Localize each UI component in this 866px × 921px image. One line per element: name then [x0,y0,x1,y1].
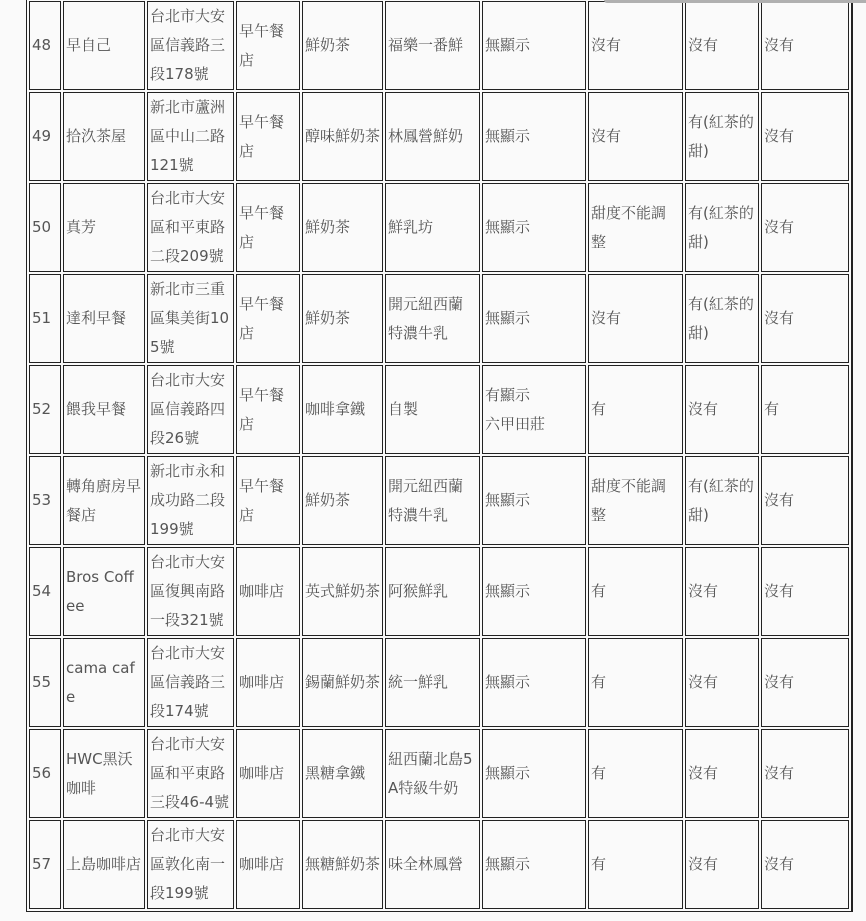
cell-shop-name: 早自己 [63,1,145,90]
cell-sweetness-adjust: 有 [588,547,683,636]
cell-shop-type: 早午餐店 [236,183,300,272]
cell-milk-brand: 林鳳營鮮奶 [385,92,480,181]
cell-shop-name: HWC黑沃咖啡 [63,729,145,818]
cell-milk-brand: 統一鮮乳 [385,638,480,727]
cell-milk-brand: 阿猴鮮乳 [385,547,480,636]
cell-shop-type: 咖啡店 [236,820,300,909]
cell-address: 台北市大安區和平東路三段46-4號 [147,729,234,818]
cell-shop-type: 咖啡店 [236,729,300,818]
table-row [29,92,849,181]
cell-sweetness-adjust: 沒有 [588,274,683,363]
cell-sugar: 沒有 [685,1,759,90]
cell-drink: 錫蘭鮮奶茶 [302,638,383,727]
cell-shop-name: Bros Coffee [63,547,145,636]
cell-sugar: 沒有 [685,638,759,727]
cell-shop-name: cama cafe [63,638,145,727]
cell-milk-brand: 開元紐西蘭特濃牛乳 [385,456,480,545]
table-row [29,456,849,545]
cell-sweetness-adjust: 有 [588,729,683,818]
cell-address: 台北市大安區和平東路二段209號 [147,183,234,272]
cell-other: 沒有 [761,1,849,90]
cell-address: 新北市永和成功路二段199號 [147,456,234,545]
cell-drink: 鮮奶茶 [302,1,383,90]
cell-number: 53 [29,456,61,545]
cell-other: 沒有 [761,274,849,363]
cell-drink: 無糖鮮奶茶 [302,820,383,909]
cell-address: 台北市大安區信義路三段174號 [147,638,234,727]
cell-sugar: 有(紅茶的甜) [685,274,759,363]
cell-shop-type: 早午餐店 [236,365,300,454]
cell-other: 沒有 [761,92,849,181]
cell-label-display: 無顯示 [482,183,586,272]
cell-shop-type: 早午餐店 [236,274,300,363]
cell-number: 55 [29,638,61,727]
cell-milk-brand: 味全林鳳營 [385,820,480,909]
cell-drink: 鮮奶茶 [302,456,383,545]
table-row [29,729,849,818]
cell-milk-brand: 鮮乳坊 [385,183,480,272]
cell-other: 有 [761,365,849,454]
cell-address: 台北市大安區敦化南一段199號 [147,820,234,909]
cell-number: 49 [29,92,61,181]
cell-number: 48 [29,1,61,90]
cell-other: 沒有 [761,729,849,818]
cell-sugar: 有(紅茶的甜) [685,456,759,545]
cell-other: 沒有 [761,183,849,272]
cell-label-display: 無顯示 [482,547,586,636]
cell-sweetness-adjust: 甜度不能調整 [588,183,683,272]
cell-shop-name: 餵我早餐 [63,365,145,454]
cell-shop-name: 達利早餐 [63,274,145,363]
cell-number: 57 [29,820,61,909]
cell-sugar: 沒有 [685,820,759,909]
cell-shop-type: 咖啡店 [236,638,300,727]
cell-label-display: 無顯示 [482,729,586,818]
cell-shop-type: 咖啡店 [236,547,300,636]
cell-sweetness-adjust: 有 [588,638,683,727]
cell-drink: 黑糖拿鐵 [302,729,383,818]
cell-other: 沒有 [761,547,849,636]
cell-sweetness-adjust: 有 [588,820,683,909]
cell-sweetness-adjust: 有 [588,365,683,454]
cell-shop-type: 早午餐店 [236,92,300,181]
cell-sugar: 有(紅茶的甜) [685,183,759,272]
cell-milk-brand: 開元紐西蘭特濃牛乳 [385,274,480,363]
table-row [29,365,849,454]
cell-sweetness-adjust: 沒有 [588,1,683,90]
cell-address: 台北市大安區信義路三段178號 [147,1,234,90]
cell-number: 50 [29,183,61,272]
cell-shop-type: 早午餐店 [236,456,300,545]
cell-address: 新北市三重區集美街105號 [147,274,234,363]
cell-address: 新北市蘆洲區中山二路121號 [147,92,234,181]
cell-shop-name: 上島咖啡店 [63,820,145,909]
horizontal-scrollbar[interactable] [604,0,866,3]
cell-other: 沒有 [761,456,849,545]
cell-drink: 鮮奶茶 [302,274,383,363]
cell-drink: 鮮奶茶 [302,183,383,272]
table-row [29,638,849,727]
cell-drink: 英式鮮奶茶 [302,547,383,636]
cell-sugar: 沒有 [685,365,759,454]
cell-number: 52 [29,365,61,454]
table-row [29,1,849,90]
milk-tea-table-container [26,0,853,912]
cell-other: 沒有 [761,638,849,727]
milk-tea-survey-table [26,0,853,912]
cell-sugar: 有(紅茶的甜) [685,92,759,181]
cell-milk-brand: 福樂一番鮮 [385,1,480,90]
cell-shop-name: 轉角廚房早餐店 [63,456,145,545]
table-row [29,274,849,363]
cell-label-display: 無顯示 [482,638,586,727]
table-row [29,183,849,272]
table-row [29,547,849,636]
cell-address: 台北市大安區復興南路一段321號 [147,547,234,636]
cell-shop-type: 早午餐店 [236,1,300,90]
cell-number: 54 [29,547,61,636]
cell-label-display: 無顯示 [482,456,586,545]
cell-number: 51 [29,274,61,363]
cell-sweetness-adjust: 甜度不能調整 [588,456,683,545]
cell-drink: 咖啡拿鐵 [302,365,383,454]
cell-milk-brand: 紐西蘭北島5A特級牛奶 [385,729,480,818]
cell-drink: 醇味鮮奶茶 [302,92,383,181]
cell-milk-brand: 自製 [385,365,480,454]
cell-sugar: 沒有 [685,547,759,636]
cell-label-display: 無顯示 [482,820,586,909]
cell-other: 沒有 [761,820,849,909]
cell-label-display: 無顯示 [482,92,586,181]
cell-sweetness-adjust: 沒有 [588,92,683,181]
cell-shop-name: 真芳 [63,183,145,272]
cell-shop-name: 拾汣茶屋 [63,92,145,181]
cell-label-display: 無顯示 [482,274,586,363]
cell-number: 56 [29,729,61,818]
cell-sugar: 沒有 [685,729,759,818]
cell-label-display: 無顯示 [482,1,586,90]
table-row [29,820,849,909]
cell-address: 台北市大安區信義路四段26號 [147,365,234,454]
cell-label-display: 有顯示 六甲田莊 [482,365,586,454]
